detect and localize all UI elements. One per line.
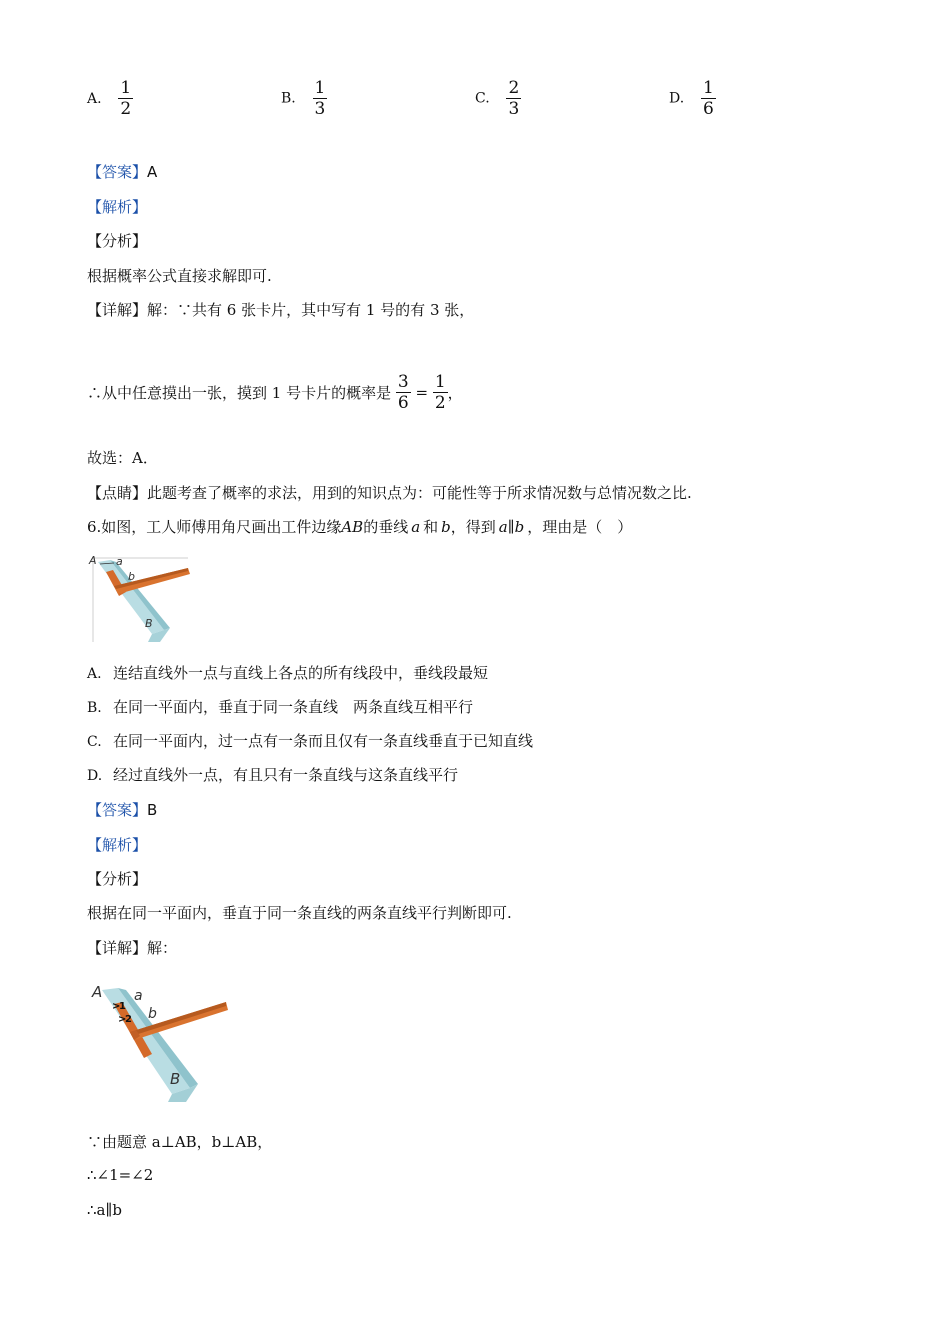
q6-option-b — [87, 696, 473, 717]
q6-figure-2 — [90, 980, 235, 1105]
option-text: 在同一平面内，过一点有一条而且仅有一条直线垂直于已知直线 — [113, 732, 534, 750]
fraction-numerator: 2 — [508, 78, 520, 98]
q5-option-b — [281, 78, 327, 119]
fraction-numerator: 1 — [314, 78, 326, 98]
fraction-3-6 — [396, 372, 411, 413]
angle-label-2: 2 — [125, 1014, 132, 1025]
fraction-denominator: 6 — [397, 393, 409, 413]
option-label: B. — [87, 700, 102, 716]
stem-a: a — [411, 518, 421, 536]
figure2-label-a: a — [134, 988, 143, 1004]
q6-stem — [87, 516, 632, 537]
stem-ab: AB — [341, 518, 364, 536]
fraction-numerator: 1 — [120, 78, 132, 98]
figure-label-a: a — [116, 555, 123, 568]
dianjing-text: 此题考查了概率的求法，用到的知识点为：可能性等于所求情况数与总情况数之比. — [147, 484, 692, 502]
fraction-denominator: 3 — [314, 99, 326, 119]
figure-label-A: A — [89, 554, 97, 567]
option-text: 在同一平面内，垂直于同一条直线 两条直线互相平行 — [113, 698, 474, 716]
option-text: 经过直线外一点，有且只有一条直线与这条直线平行 — [113, 766, 459, 784]
q6-proof-1: ∵由题意 a⊥AB，b⊥AB， — [87, 1133, 273, 1151]
option-fraction — [701, 78, 716, 119]
detail-text: 解：∵共有 6 张卡片，其中写有 1 号的有 3 张， — [147, 301, 475, 319]
stem-mid1: 的垂线 — [363, 518, 409, 536]
equals-sign: = — [415, 383, 429, 402]
q5-therefore — [87, 372, 463, 413]
therefore-text: ∴从中任意摸出一张，摸到 1 号卡片的概率是 — [87, 384, 392, 402]
fraction-numerator: 1 — [702, 78, 714, 98]
figure-label-b: b — [128, 570, 135, 583]
option-fraction — [118, 78, 133, 119]
detail-text: 解： — [147, 939, 178, 957]
figure2-label-b: b — [148, 1006, 157, 1022]
q6-detail — [87, 937, 177, 958]
option-label: A. — [87, 666, 102, 682]
fraction-1-2 — [433, 372, 448, 413]
option-fraction — [313, 78, 328, 119]
q6-fenxi-text: 根据在同一平面内，垂直于同一条直线的两条直线平行判断即可. — [87, 904, 512, 922]
fraction-denominator: 3 — [508, 99, 520, 119]
angle-label-1: 1 — [119, 1001, 126, 1012]
detail-tag: 【详解】 — [87, 301, 148, 319]
q5-fenxi-text: 根据概率公式直接求解即可. — [87, 267, 272, 285]
option-fraction — [506, 78, 521, 119]
option-label: D. — [87, 768, 103, 784]
q6-proof-3: ∴a∥b — [87, 1201, 123, 1219]
q6-answer — [87, 799, 157, 820]
q5-choose: 故选：A． — [87, 449, 158, 467]
figure2-label-B: B — [170, 1070, 181, 1088]
option-label: C. — [87, 734, 102, 750]
answer-tag: 【答案】 — [87, 801, 148, 819]
figure-label-B: B — [145, 617, 153, 630]
q6-analysis-tag: 【解析】 — [87, 836, 148, 854]
dianjing-tag: 【点睛】 — [87, 484, 148, 502]
stem-tail: ，理由是（ ） — [527, 518, 633, 536]
q5-option-d — [669, 78, 716, 119]
angle-mark-2: > — [118, 1014, 127, 1025]
q5-option-a — [87, 78, 133, 119]
q6-figure-1 — [88, 550, 198, 645]
q5-fenxi-tag: 【分析】 — [87, 232, 148, 250]
q6-option-a — [87, 662, 488, 683]
option-label: C. — [475, 90, 490, 107]
q6-proof-2: ∴∠1=∠2 — [87, 1166, 154, 1184]
answer-value: A — [147, 163, 158, 181]
fraction-numerator: 1 — [434, 372, 446, 392]
stem-and: 和 — [423, 518, 439, 536]
q6-option-c — [87, 730, 533, 751]
fraction-denominator: 2 — [120, 99, 132, 119]
option-text: 连结直线外一点与直线上各点的所有线段中，垂线段最短 — [113, 664, 489, 682]
detail-tag: 【详解】 — [87, 939, 148, 957]
angle-mark-1: > — [112, 1001, 121, 1012]
fraction-denominator: 2 — [434, 393, 446, 413]
option-label: A. — [87, 90, 102, 107]
tail-comma: ， — [447, 384, 463, 402]
answer-tag: 【答案】 — [87, 163, 148, 181]
stem-parallel: a∥b — [498, 518, 525, 536]
figure2-label-A: A — [92, 983, 103, 1001]
q6-fenxi-tag: 【分析】 — [87, 870, 148, 888]
stem-prefix: 6.如图，工人师傅用角尺画出工件边缘 — [87, 518, 342, 536]
q5-detail — [87, 299, 474, 320]
q5-analysis-tag: 【解析】 — [87, 198, 148, 216]
answer-value: B — [147, 801, 158, 819]
option-label: D. — [669, 90, 685, 107]
q6-option-d — [87, 764, 458, 785]
stem-b: b — [441, 518, 451, 536]
stem-mid2: ，得到 — [450, 518, 496, 536]
q5-answer — [87, 161, 157, 182]
option-label: B. — [281, 90, 296, 107]
q5-dianjing — [87, 482, 692, 503]
q5-option-c — [475, 78, 521, 119]
fraction-numerator: 3 — [397, 372, 409, 392]
fraction-denominator: 6 — [702, 99, 714, 119]
